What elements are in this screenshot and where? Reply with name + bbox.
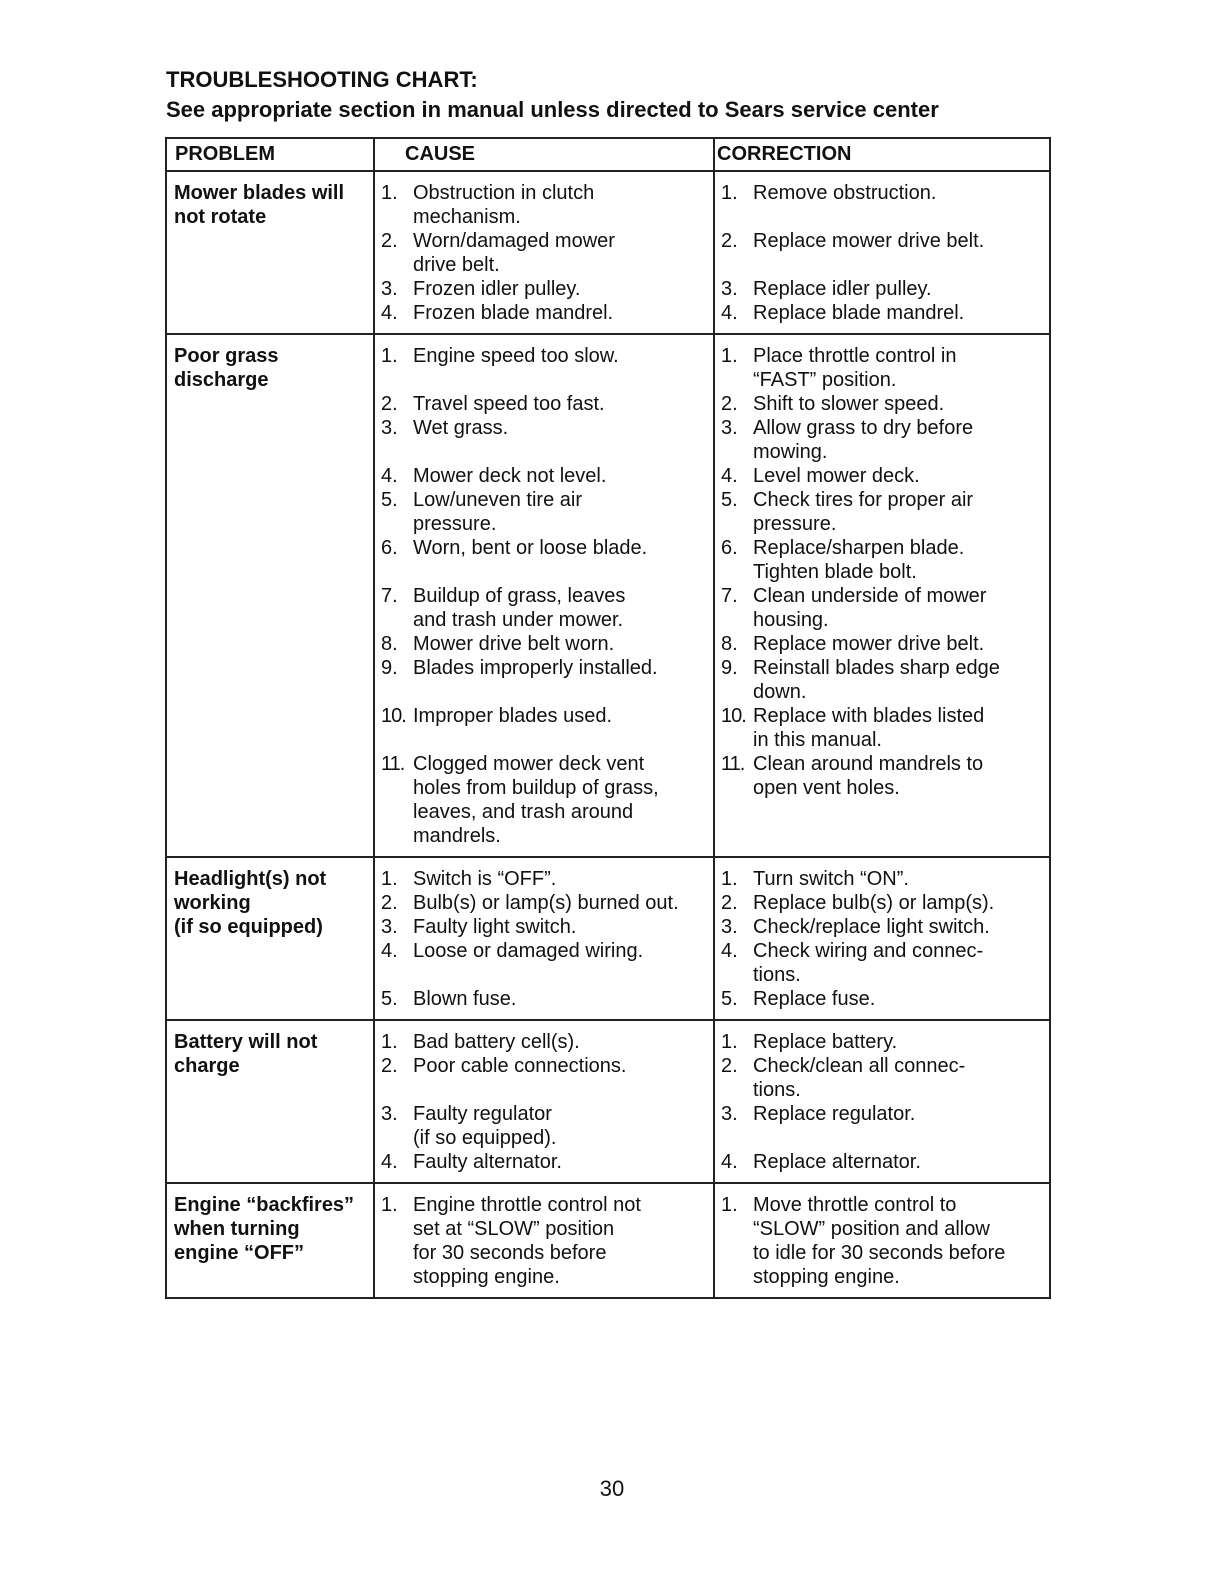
item-line: Mower drive belt worn. — [413, 633, 615, 655]
item-number: 2. — [721, 393, 738, 415]
correction-list — [715, 181, 1049, 325]
correction-item — [715, 536, 1049, 584]
item-line: Move throttle control to — [753, 1194, 957, 1216]
item-number: 3. — [381, 417, 398, 439]
item-line: Check/replace light switch. — [753, 916, 990, 938]
problem-cell — [166, 1183, 374, 1298]
item-number: 6. — [381, 537, 398, 559]
item-number: 8. — [381, 633, 398, 655]
correction-item — [715, 656, 1049, 704]
item-line: leaves, and trash around — [413, 801, 634, 823]
item-text — [753, 488, 1049, 536]
item-line — [413, 728, 713, 752]
item-text — [413, 344, 713, 392]
correction-item — [715, 1102, 1049, 1150]
item-text — [413, 229, 713, 277]
item-number: 7. — [721, 585, 738, 607]
item-text — [753, 229, 1049, 277]
cause-list — [375, 1193, 713, 1289]
item-text — [413, 277, 713, 301]
item-line: Engine throttle control not — [413, 1194, 641, 1216]
correction-item — [715, 704, 1049, 752]
problem-line: (if so equipped) — [174, 916, 323, 938]
item-number: 1. — [381, 1031, 398, 1053]
item-text — [413, 392, 713, 416]
item-line: Shift to slower speed. — [753, 393, 945, 415]
item-line: Replace mower drive belt. — [753, 633, 985, 655]
cause-item — [375, 891, 713, 915]
cause-item — [375, 344, 713, 392]
item-text — [753, 392, 1049, 416]
problem-line: engine “OFF” — [174, 1242, 304, 1264]
correction-item — [715, 464, 1049, 488]
correction-item — [715, 416, 1049, 464]
item-text — [413, 632, 713, 656]
correction-list — [715, 867, 1049, 1011]
item-text — [753, 1150, 1049, 1174]
correction-list — [715, 1030, 1049, 1174]
item-number: 2. — [381, 393, 398, 415]
correction-item — [715, 229, 1049, 277]
cause-cell — [374, 857, 714, 1020]
item-line: “FAST” position. — [753, 369, 897, 391]
table-row — [166, 171, 1050, 334]
problem-line: not rotate — [174, 206, 267, 228]
item-line: mowing. — [753, 441, 828, 463]
item-text — [413, 1102, 713, 1150]
item-text — [753, 277, 1049, 301]
item-number: 4. — [381, 465, 398, 487]
item-line: Worn/damaged mower — [413, 230, 615, 252]
item-line: Replace regulator. — [753, 1103, 916, 1125]
item-line: Remove obstruction. — [753, 182, 937, 204]
item-line — [753, 1126, 1049, 1150]
correction-item — [715, 1193, 1049, 1289]
item-line: set at “SLOW” position — [413, 1218, 615, 1240]
item-number: 2. — [721, 1055, 738, 1077]
cause-item — [375, 704, 713, 752]
item-number: 1. — [721, 1031, 738, 1053]
item-number: 4. — [721, 302, 738, 324]
item-number: 4. — [721, 940, 738, 962]
cause-item — [375, 277, 713, 301]
correction-item — [715, 181, 1049, 229]
item-number: 3. — [721, 916, 738, 938]
item-number: 1. — [721, 1194, 738, 1216]
item-line: Improper blades used. — [413, 705, 613, 727]
cause-cell — [374, 334, 714, 857]
item-number: 2. — [721, 230, 738, 252]
table-row — [166, 1020, 1050, 1183]
item-line: Low/uneven tire air — [413, 489, 582, 511]
item-line: tions. — [753, 1079, 801, 1101]
item-text — [753, 891, 1049, 915]
correction-item — [715, 939, 1049, 987]
cause-item — [375, 301, 713, 325]
item-number: 3. — [721, 1103, 738, 1125]
item-number: 5. — [381, 489, 398, 511]
item-line: Poor cable connections. — [413, 1055, 627, 1077]
item-line: Allow grass to dry before — [753, 417, 974, 439]
item-line: Travel speed too fast. — [413, 393, 605, 415]
item-number: 1. — [721, 182, 738, 204]
cause-item — [375, 915, 713, 939]
item-number: 2. — [381, 892, 398, 914]
item-line: pressure. — [753, 513, 837, 535]
item-line — [753, 253, 1049, 277]
item-number: 1. — [721, 345, 738, 367]
correction-item — [715, 1030, 1049, 1054]
cause-cell — [374, 1183, 714, 1298]
item-number: 3. — [381, 1103, 398, 1125]
correction-cell — [714, 334, 1050, 857]
problem-line: working — [174, 892, 251, 914]
problem-line: Engine “backfires” — [174, 1194, 355, 1216]
item-line: Replace bulb(s) or lamp(s). — [753, 892, 995, 914]
item-number: 3. — [381, 278, 398, 300]
item-line — [413, 680, 713, 704]
item-number: 4. — [381, 940, 398, 962]
item-text — [413, 1030, 713, 1054]
item-line: for 30 seconds before — [413, 1242, 607, 1264]
cause-item — [375, 1030, 713, 1054]
cause-item — [375, 1102, 713, 1150]
item-line: drive belt. — [413, 254, 500, 276]
correction-item — [715, 867, 1049, 891]
cause-item — [375, 632, 713, 656]
item-text — [753, 987, 1049, 1011]
item-number: 1. — [381, 345, 398, 367]
item-line — [753, 205, 1049, 229]
item-number: 3. — [721, 278, 738, 300]
item-text — [413, 301, 713, 325]
item-text — [413, 867, 713, 891]
correction-cell — [714, 171, 1050, 334]
item-line: holes from buildup of grass, — [413, 777, 659, 799]
item-number: 4. — [721, 465, 738, 487]
item-line: open vent holes. — [753, 777, 900, 799]
item-line: and trash under mower. — [413, 609, 624, 631]
item-line: Check wiring and connec- — [753, 940, 984, 962]
item-number: 1. — [381, 868, 398, 890]
item-number: 9. — [721, 657, 738, 679]
item-line: Replace with blades listed — [753, 705, 985, 727]
item-text — [413, 891, 713, 915]
cause-item — [375, 536, 713, 584]
item-line: Replace battery. — [753, 1031, 898, 1053]
item-number: 3. — [381, 916, 398, 938]
item-line: Faulty regulator — [413, 1103, 552, 1125]
item-line: Bad battery cell(s). — [413, 1031, 580, 1053]
item-number: 3. — [721, 417, 738, 439]
item-text — [413, 1054, 713, 1102]
item-text — [753, 656, 1049, 704]
item-line: Clean underside of mower — [753, 585, 987, 607]
item-line: Blown fuse. — [413, 988, 517, 1010]
item-line: in this manual. — [753, 729, 882, 751]
cause-list — [375, 1030, 713, 1174]
item-number: 8. — [721, 633, 738, 655]
table-row — [166, 1183, 1050, 1298]
item-text — [413, 987, 713, 1011]
column-header-problem: PROBLEM — [166, 138, 374, 171]
correction-list — [715, 1193, 1049, 1289]
item-line: stopping engine. — [413, 1266, 560, 1288]
correction-item — [715, 344, 1049, 392]
item-text — [753, 915, 1049, 939]
item-text — [753, 584, 1049, 632]
item-text — [413, 915, 713, 939]
item-text — [753, 752, 1049, 800]
item-line: Replace blade mandrel. — [753, 302, 965, 324]
item-number: 7. — [381, 585, 398, 607]
cause-cell — [374, 1020, 714, 1183]
correction-item — [715, 301, 1049, 325]
item-text — [753, 301, 1049, 325]
problem-line: Headlight(s) not — [174, 868, 327, 890]
item-line: Replace mower drive belt. — [753, 230, 985, 252]
cause-item — [375, 752, 713, 848]
item-number: 5. — [381, 988, 398, 1010]
item-text — [413, 656, 713, 704]
correction-item — [715, 915, 1049, 939]
item-text — [753, 1193, 1049, 1289]
column-header-correction: CORRECTION — [714, 138, 1050, 171]
problem-line: Mower blades will — [174, 182, 345, 204]
problem-line: charge — [174, 1055, 240, 1077]
item-text — [753, 181, 1049, 229]
item-text — [753, 1102, 1049, 1150]
problem-line: Battery will not — [174, 1031, 318, 1053]
page-title: TROUBLESHOOTING CHART: — [166, 67, 478, 92]
correction-cell — [714, 1020, 1050, 1183]
cause-list — [375, 344, 713, 848]
item-text — [413, 181, 713, 229]
item-number: 2. — [381, 1055, 398, 1077]
cause-item — [375, 464, 713, 488]
item-line: Bulb(s) or lamp(s) burned out. — [413, 892, 679, 914]
item-text — [753, 416, 1049, 464]
item-text — [753, 344, 1049, 392]
item-line: Frozen idler pulley. — [413, 278, 581, 300]
table-body — [166, 171, 1050, 1298]
item-number: 4. — [381, 1151, 398, 1173]
item-line: (if so equipped). — [413, 1127, 557, 1149]
cause-item — [375, 656, 713, 704]
problem-line: when turning — [174, 1218, 300, 1240]
item-line — [413, 560, 713, 584]
item-number: 10. — [381, 705, 406, 727]
correction-item — [715, 392, 1049, 416]
item-number: 5. — [721, 489, 738, 511]
item-line: Mower deck not level. — [413, 465, 607, 487]
item-line — [413, 1078, 713, 1102]
item-line: Loose or damaged wiring. — [413, 940, 644, 962]
correction-item — [715, 488, 1049, 536]
cause-item — [375, 416, 713, 464]
item-line — [413, 963, 713, 987]
table-row — [166, 857, 1050, 1020]
item-line — [413, 368, 713, 392]
item-number: 11. — [381, 753, 405, 775]
correction-cell — [714, 1183, 1050, 1298]
problem-cell — [166, 334, 374, 857]
item-line: Turn switch “ON”. — [753, 868, 909, 890]
item-line: stopping engine. — [753, 1266, 900, 1288]
item-number: 2. — [721, 892, 738, 914]
item-number: 4. — [721, 1151, 738, 1173]
item-text — [753, 704, 1049, 752]
item-line: pressure. — [413, 513, 497, 535]
item-text — [753, 1054, 1049, 1102]
item-line: Level mower deck. — [753, 465, 920, 487]
correction-item — [715, 891, 1049, 915]
item-text — [413, 939, 713, 987]
item-line: Clean around mandrels to — [753, 753, 984, 775]
item-line: Frozen blade mandrel. — [413, 302, 614, 324]
cause-cell — [374, 171, 714, 334]
item-text — [413, 1150, 713, 1174]
item-line: Replace fuse. — [753, 988, 876, 1010]
item-line: Tighten blade bolt. — [753, 561, 917, 583]
item-number: 11. — [721, 753, 745, 775]
correction-item — [715, 584, 1049, 632]
cause-item — [375, 229, 713, 277]
item-text — [753, 536, 1049, 584]
item-text — [413, 752, 713, 848]
item-line: Place throttle control in — [753, 345, 957, 367]
cause-item — [375, 584, 713, 632]
item-line: Blades improperly installed. — [413, 657, 658, 679]
item-line: Engine speed too slow. — [413, 345, 619, 367]
cause-list — [375, 181, 713, 325]
column-header-cause: CAUSE — [374, 138, 714, 171]
correction-list — [715, 344, 1049, 800]
item-line: mandrels. — [413, 825, 501, 847]
item-line: tions. — [753, 964, 801, 986]
item-line: Wet grass. — [413, 417, 509, 439]
problem-cell — [166, 1020, 374, 1183]
cause-item — [375, 1193, 713, 1289]
page-subtitle: See appropriate section in manual unless directed to Sears service center — [166, 97, 939, 122]
problem-cell — [166, 857, 374, 1020]
item-line: Obstruction in clutch — [413, 182, 595, 204]
correction-item — [715, 752, 1049, 800]
item-text — [413, 416, 713, 464]
item-number: 1. — [381, 1194, 398, 1216]
problem-line: Poor grass — [174, 345, 279, 367]
item-line: housing. — [753, 609, 829, 631]
item-line: to idle for 30 seconds before — [753, 1242, 1006, 1264]
cause-list — [375, 867, 713, 1011]
problem-line: discharge — [174, 369, 269, 391]
item-line: Faulty alternator. — [413, 1151, 562, 1173]
table-row — [166, 334, 1050, 857]
cause-item — [375, 392, 713, 416]
item-line: Replace alternator. — [753, 1151, 921, 1173]
item-line: “SLOW” position and allow — [753, 1218, 990, 1240]
item-number: 2. — [381, 230, 398, 252]
correction-item — [715, 632, 1049, 656]
item-text — [413, 584, 713, 632]
item-line: Check/clean all connec- — [753, 1055, 966, 1077]
item-number: 6. — [721, 537, 738, 559]
item-text — [753, 632, 1049, 656]
item-text — [413, 536, 713, 584]
cause-item — [375, 987, 713, 1011]
item-line: mechanism. — [413, 206, 521, 228]
cause-item — [375, 488, 713, 536]
problem-cell — [166, 171, 374, 334]
item-line: Replace/sharpen blade. — [753, 537, 965, 559]
table-header-row — [166, 138, 1050, 171]
correction-item — [715, 277, 1049, 301]
item-line — [413, 440, 713, 464]
cause-item — [375, 939, 713, 987]
item-text — [413, 464, 713, 488]
item-line: Clogged mower deck vent — [413, 753, 645, 775]
cause-item — [375, 1150, 713, 1174]
correction-item — [715, 1150, 1049, 1174]
cause-item — [375, 867, 713, 891]
item-text — [753, 464, 1049, 488]
item-line: Switch is “OFF”. — [413, 868, 557, 890]
item-number: 10. — [721, 705, 746, 727]
item-number: 1. — [721, 868, 738, 890]
item-number: 4. — [381, 302, 398, 324]
item-text — [753, 1030, 1049, 1054]
item-line: Check tires for proper air — [753, 489, 974, 511]
item-line: Replace idler pulley. — [753, 278, 932, 300]
item-text — [753, 939, 1049, 987]
item-line: Faulty light switch. — [413, 916, 577, 938]
correction-item — [715, 1054, 1049, 1102]
item-number: 9. — [381, 657, 398, 679]
item-number: 1. — [381, 182, 398, 204]
item-text — [413, 704, 713, 752]
item-number: 5. — [721, 988, 738, 1010]
cause-item — [375, 1054, 713, 1102]
correction-cell — [714, 857, 1050, 1020]
item-line: down. — [753, 681, 807, 703]
correction-item — [715, 987, 1049, 1011]
page-number: 30 — [599, 1476, 625, 1501]
troubleshooting-table — [165, 137, 1051, 1299]
item-line: Worn, bent or loose blade. — [413, 537, 648, 559]
item-text — [413, 1193, 713, 1289]
item-line: Reinstall blades sharp edge — [753, 657, 1000, 679]
item-text — [413, 488, 713, 536]
cause-item — [375, 181, 713, 229]
item-line: Buildup of grass, leaves — [413, 585, 626, 607]
item-text — [753, 867, 1049, 891]
